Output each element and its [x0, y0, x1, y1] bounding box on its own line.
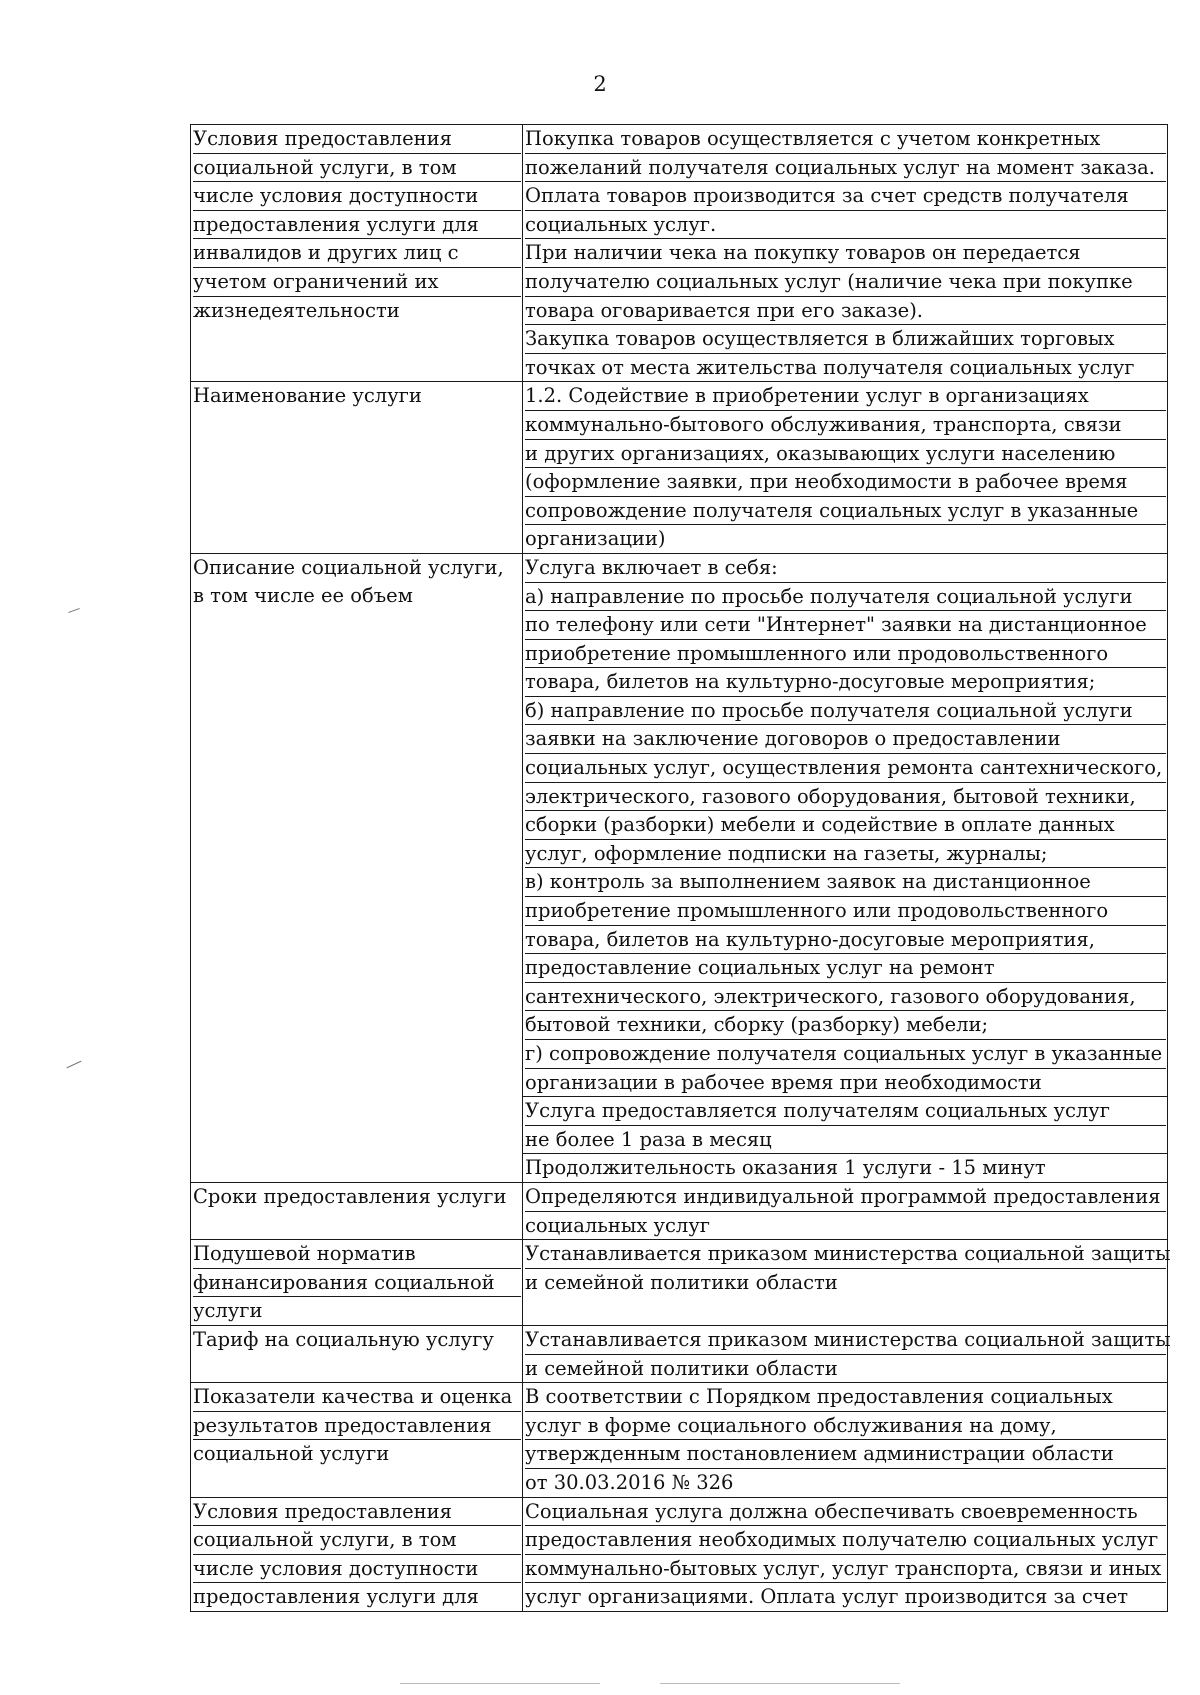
label-line: инвалидов и других лиц с [193, 239, 521, 268]
value-line: услуг, оформление подписки на газеты, журналы; [525, 840, 1166, 869]
value-line: и семейной политики области [525, 1270, 838, 1294]
value-line: г) сопровождение получателя социальных услуг в указанные [525, 1040, 1166, 1069]
row-label [191, 1182, 523, 1239]
scan-speck [67, 1061, 82, 1069]
scan-speck [400, 1683, 600, 1684]
label-line: Тариф на социальную услугу [193, 1327, 494, 1351]
label-line: Условия предоставления [193, 1498, 521, 1527]
value-line: б) направление по просьбе получателя социальной услуги [525, 697, 1166, 726]
value-line: товара оговаривается при его заказе). [525, 297, 1166, 326]
label-line: Сроки предоставления услуги [193, 1184, 507, 1208]
page-number: 2 [593, 72, 607, 96]
value-line: Социальная услуга должна обеспечивать своевременность [525, 1498, 1166, 1527]
table-row [191, 382, 1168, 554]
row-value [523, 1325, 1171, 1382]
scan-speck [68, 608, 80, 613]
label-line: Наименование услуги [193, 384, 422, 408]
label-line: услуги [193, 1299, 263, 1323]
row-label [191, 1240, 523, 1326]
label-line: социальной услуги [193, 1442, 390, 1466]
table-row [191, 1240, 1168, 1326]
value-line: Оплата товаров производится за счет средств получателя [525, 182, 1166, 211]
row-label [191, 125, 523, 382]
value-line: Определяются индивидуальной программой предоставления [525, 1183, 1166, 1212]
value-line: Услуга предоставляется получателям социальных услуг [525, 1097, 1166, 1126]
value-line: коммунально-бытовых услуг, услуг транспорта, связи и иных [525, 1555, 1166, 1584]
value-line: и семейной политики области [525, 1356, 838, 1380]
table-row [191, 553, 1168, 1096]
value-line: Устанавливается приказом министерства социальной защиты [525, 1326, 1166, 1355]
row-label [191, 1383, 523, 1497]
label-line: Описание социальной услуги, [193, 555, 504, 579]
table-row [191, 125, 1168, 382]
row-value [523, 125, 1168, 382]
row-value [523, 1182, 1168, 1239]
label-line: учетом ограничений их [193, 268, 521, 297]
value-line: по телефону или сети "Интернет" заявки на дистанционное [525, 611, 1166, 640]
row-value [523, 1497, 1168, 1611]
label-line: социальной услуги, в том [193, 1526, 521, 1555]
row-label [191, 1497, 523, 1611]
value-line: социальных услуг, осуществления ремонта сантехнического, [525, 754, 1166, 783]
value-line: (оформление заявки, при необходимости в рабочее время [525, 468, 1166, 497]
label-line: финансирования социальной [193, 1269, 521, 1298]
value-line: услуг в форме социального обслуживания на дому, [525, 1412, 1166, 1441]
table-row [191, 1182, 1168, 1239]
row-value [523, 1240, 1171, 1326]
row-label [191, 553, 523, 1182]
value-line: При наличии чека на покупку товаров он передается [525, 239, 1166, 268]
value-line: от 30.03.2016 № 326 [525, 1470, 734, 1494]
row-value [523, 1097, 1168, 1154]
label-line: результатов предоставления [193, 1412, 521, 1441]
label-line: Условия предоставления [193, 125, 521, 154]
value-line: получателю социальных услуг (наличие чека при покупке [525, 268, 1166, 297]
value-line: точках от места жительства получателя социальных услуг [525, 355, 1135, 379]
value-line: приобретение промышленного или продовольственного [525, 897, 1166, 926]
value-line: социальных услуг. [525, 211, 1166, 240]
table-row [191, 1325, 1168, 1382]
value-line: организации) [525, 527, 666, 551]
value-line: сантехнического, электрического, газового оборудования, [525, 983, 1166, 1012]
value-line: В соответствии с Порядком предоставления социальных [525, 1383, 1166, 1412]
value-line: электрического, газового оборудования, бытовой техники, [525, 783, 1166, 812]
label-line: социальной услуги, в том [193, 154, 521, 183]
value-line: и других организациях, оказывающих услуги населению [525, 440, 1166, 469]
value-line: Услуга включает в себя: [525, 554, 1166, 583]
value-line: сопровождение получателя социальных услуг в указанные [525, 497, 1166, 526]
value-line: Продолжительность оказания 1 услуги - 15 минут [525, 1156, 1046, 1180]
label-line: Подушевой норматив [193, 1240, 521, 1269]
label-line: числе условия доступности [193, 1555, 521, 1584]
row-label [191, 382, 523, 554]
label-line: предоставления услуги для [193, 1585, 479, 1609]
value-line: социальных услуг [525, 1213, 711, 1237]
value-line: предоставление социальных услуг на ремонт [525, 954, 1166, 983]
value-line: Устанавливается приказом министерства социальной защиты [525, 1240, 1166, 1269]
table-row [191, 1383, 1168, 1497]
value-line: услуг организациями. Оплата услуг производится за счет [525, 1585, 1129, 1609]
value-line: пожеланий получателя социальных услуг на момент заказа. [525, 154, 1166, 183]
value-line: Закупка товаров осуществляется в ближайших торговых [525, 325, 1166, 354]
value-line: утвержденным постановлением администрации области [525, 1440, 1166, 1469]
label-line: жизнедеятельности [193, 298, 400, 322]
service-table [190, 124, 1171, 1612]
value-line: а) направление по просьбе получателя социальной услуги [525, 583, 1166, 612]
row-value [523, 1383, 1168, 1497]
label-line: предоставления услуги для [193, 211, 521, 240]
row-value [523, 382, 1168, 554]
table-row [191, 1497, 1168, 1611]
label-line: числе условия доступности [193, 182, 521, 211]
value-line: товара, билетов на культурно-досуговые мероприятия; [525, 668, 1166, 697]
value-line: бытовой техники, сборку (разборку) мебели; [525, 1011, 1166, 1040]
row-label [191, 1325, 523, 1382]
value-line: предоставления необходимых получателю социальных услуг [525, 1526, 1166, 1555]
value-line: коммунально-бытового обслуживания, транспорта, связи [525, 411, 1166, 440]
value-line: приобретение промышленного или продовольственного [525, 640, 1166, 669]
value-line: в) контроль за выполнением заявок на дистанционное [525, 868, 1166, 897]
value-line: сборки (разборки) мебели и содействие в оплате данных [525, 811, 1166, 840]
row-value [523, 553, 1168, 1096]
label-line: Показатели качества и оценка [193, 1383, 521, 1412]
value-line: не более 1 раза в месяц [525, 1127, 772, 1151]
scan-speck [660, 1683, 900, 1684]
value-line: организации в рабочее время при необходимости [525, 1070, 1042, 1094]
value-line: Покупка товаров осуществляется с учетом конкретных [525, 125, 1166, 154]
row-value [523, 1154, 1168, 1183]
label-line: в том числе ее объем [193, 583, 413, 607]
value-line: 1.2. Содействие в приобретении услуг в организациях [525, 382, 1166, 411]
value-line: заявки на заключение договоров о предоставлении [525, 725, 1166, 754]
value-line: товара, билетов на культурно-досуговые мероприятия, [525, 926, 1166, 955]
